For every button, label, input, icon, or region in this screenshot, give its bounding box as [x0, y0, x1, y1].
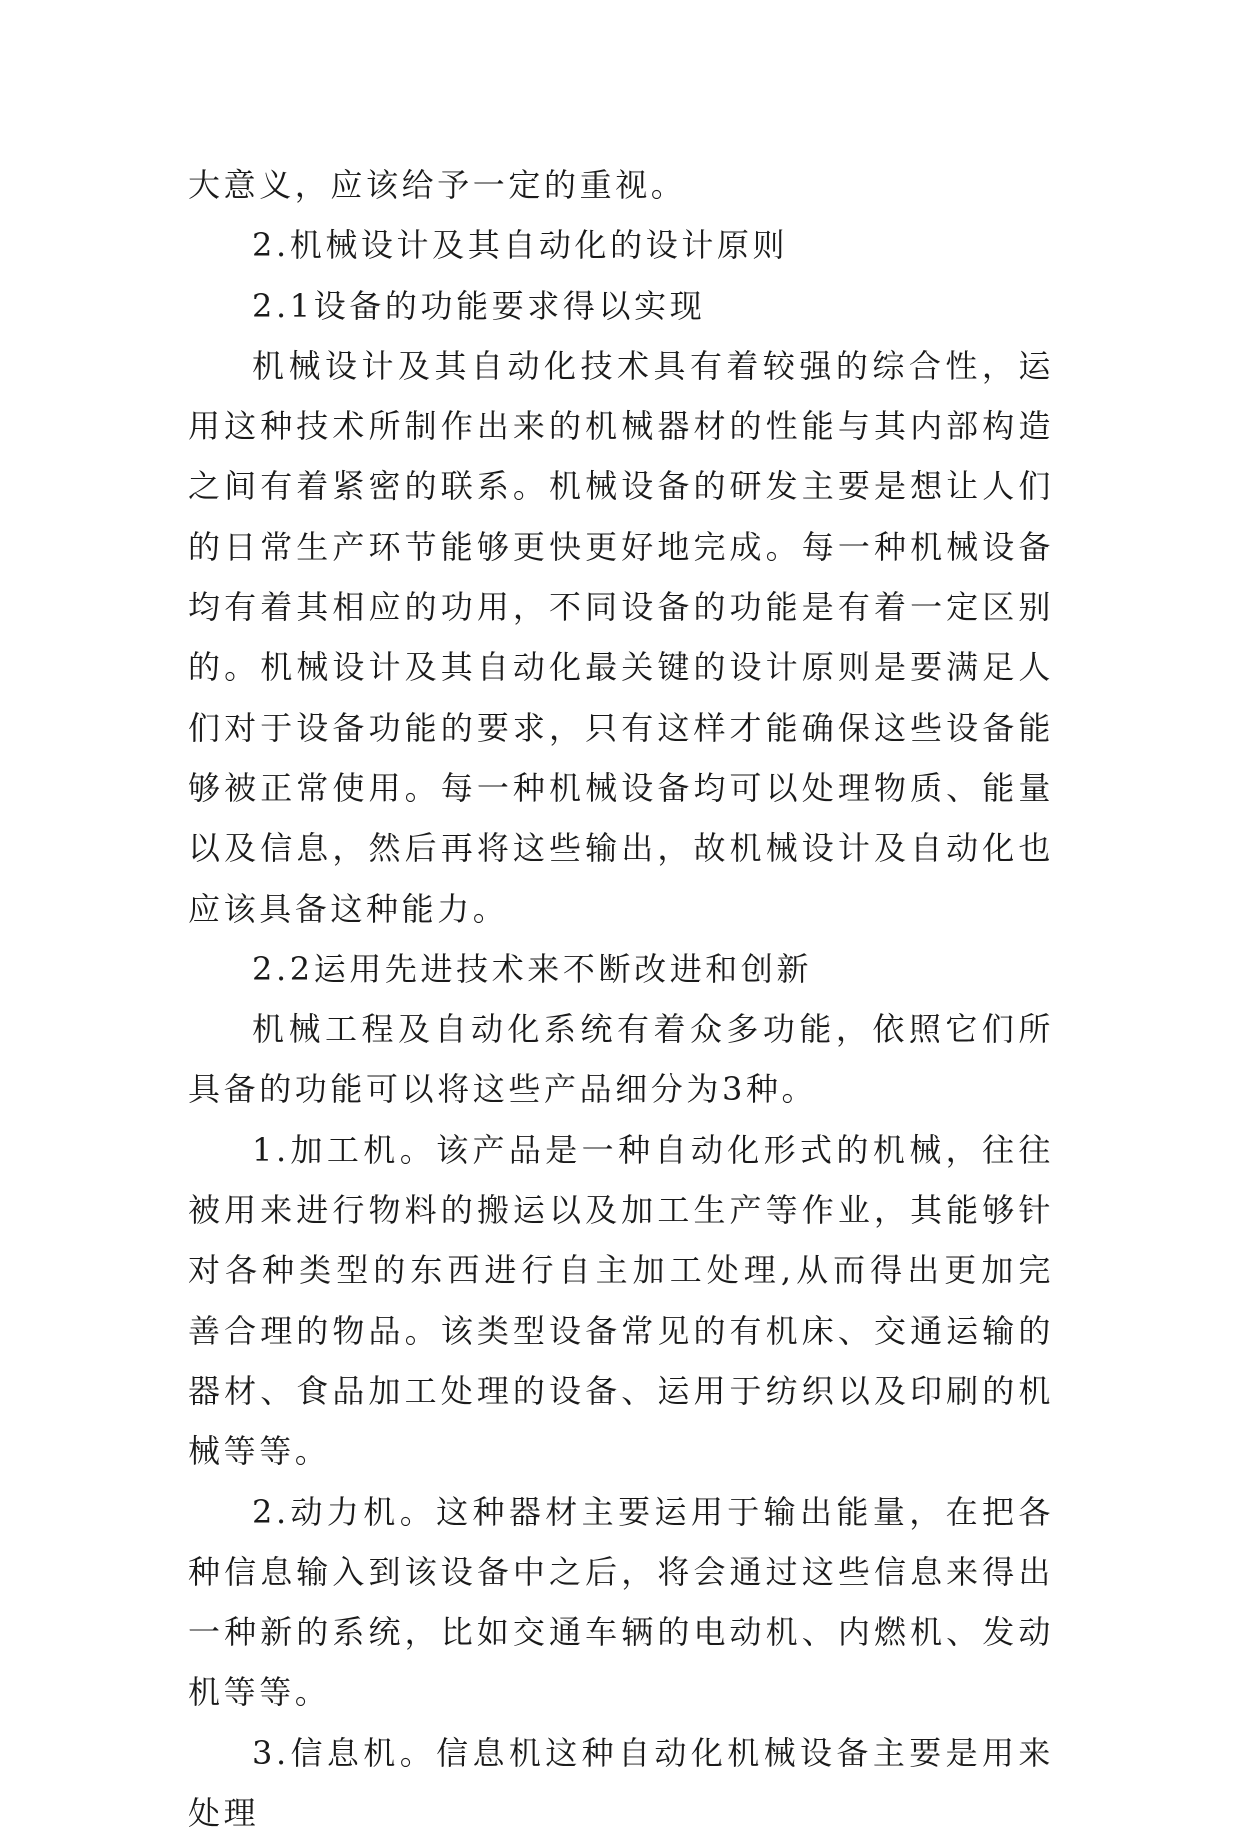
- subsection-heading-2-2: 2.2运用先进技术来不断改进和创新: [252, 949, 813, 988]
- paragraph-continuation: 大意义，应该给予一定的重视。: [188, 166, 687, 204]
- paragraph-body: 机械工程及自动化系统有着众多功能，依照它们所具备的功能可以将这些产品细分为3种。: [188, 1010, 1054, 1109]
- list-item-information-machine: 3.信息机。信息机这种自动化机械设备主要是用来处理: [188, 1733, 1054, 1833]
- list-item-power-machine: 2.动力机。这种器材主要运用于输出能量，在把各种信息输入到该设备中之后，将会通过这些信息来得出一种新的系统，比如交通车辆的电动机、内燃机、发动机等等。: [188, 1492, 1054, 1712]
- list-item-processing-machine: 1.加工机。该产品是一种自动化形式的机械，往往被用来进行物料的搬运以及加工生产等作业，其能够针对各种类型的东西进行自主加工处理,从而得出更加完善合理的物品。该类型设备常见的有机床、交通运输的器材、食品加工处理的设备、运用于纺织以及印刷的机械等等。: [188, 1130, 1054, 1471]
- section-heading-2: 2.机械设计及其自动化的设计原则: [252, 226, 789, 265]
- paragraph-body: 机械设计及其自动化技术具有着较强的综合性，运用这种技术所制作出来的机械器材的性能与其内部构造之间有着紧密的联系。机械设备的研发主要是想让人们的日常生产环节能够更快更好地完成。每一种机械设备均有着其相应的功用，不同设备的功能是有着一定区别的。机械设计及其自动化最关键的设计原则是要满足人们对于设备功能的要求，只有这样才能确保这些设备能够被正常使用。每一种机械设备均可以处理物质、能量以及信息，然后再将这些输出，故机械设计及自动化也应该具备这种能力。: [188, 346, 1054, 928]
- document-page: [188, 155, 1054, 1843]
- subsection-heading-2-1: 2.1设备的功能要求得以实现: [252, 286, 706, 325]
